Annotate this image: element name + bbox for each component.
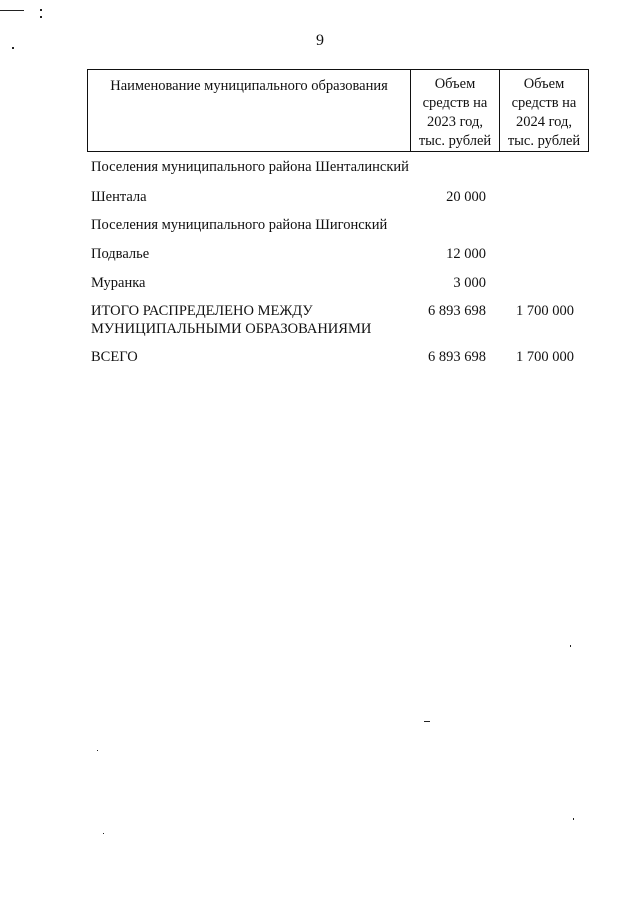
header-2024-cell [500, 70, 589, 152]
header-2023-line: тыс. рублей [418, 133, 492, 149]
table-row [91, 158, 409, 176]
row-value-2023: 20 000 [446, 189, 486, 205]
table-row [91, 216, 387, 234]
table-row [91, 245, 149, 263]
scan-speck [40, 9, 42, 11]
header-name-cell [88, 70, 411, 152]
row-label: Поселения муниципального района Шенталинский [91, 159, 409, 175]
row-label: ВСЕГО [91, 349, 138, 365]
scan-speck [97, 750, 98, 751]
table-row-total [91, 302, 371, 338]
row-value-2023: 12 000 [446, 246, 486, 262]
row-value-2023: 6 893 698 [428, 303, 486, 319]
row-value-2024: 1 700 000 [516, 303, 574, 319]
header-2023-cell [411, 70, 500, 152]
row-value-2023: 3 000 [453, 275, 486, 291]
row-label-line2: МУНИЦИПАЛЬНЫМИ ОБРАЗОВАНИЯМИ [91, 321, 372, 337]
table-row [91, 188, 147, 206]
scan-mark [0, 10, 24, 11]
scan-speck [40, 16, 42, 18]
page-number: 9 [316, 32, 324, 49]
header-2024-line: 2024 год, [515, 114, 573, 130]
row-value-2024: 1 700 000 [516, 349, 574, 365]
scan-speck [12, 47, 14, 49]
header-2024-line: тыс. рублей [507, 133, 581, 149]
scan-speck [103, 833, 104, 834]
row-label: Муранка [91, 275, 146, 291]
header-name-label: Наименование муниципального образования [110, 78, 388, 94]
row-label: Шентала [91, 189, 147, 205]
header-2024-line: средств на [511, 95, 577, 111]
scan-speck [570, 645, 571, 647]
row-label: Подвалье [91, 246, 150, 262]
row-label-line1: ИТОГО РАСПРЕДЕЛЕНО МЕЖДУ [91, 303, 313, 319]
table-header [87, 69, 589, 152]
header-2023-line: средств на [422, 95, 488, 111]
row-value-2023: 6 893 698 [428, 349, 486, 365]
scan-speck [424, 721, 430, 722]
table-row-grand-total [91, 348, 138, 366]
row-label: Поселения муниципального района Шигонский [91, 217, 388, 233]
header-2023-line: Объем [434, 76, 476, 92]
header-2024-line: Объем [523, 76, 565, 92]
table-row [91, 274, 146, 292]
scan-speck [573, 818, 574, 820]
header-2023-line: 2023 год, [426, 114, 484, 130]
